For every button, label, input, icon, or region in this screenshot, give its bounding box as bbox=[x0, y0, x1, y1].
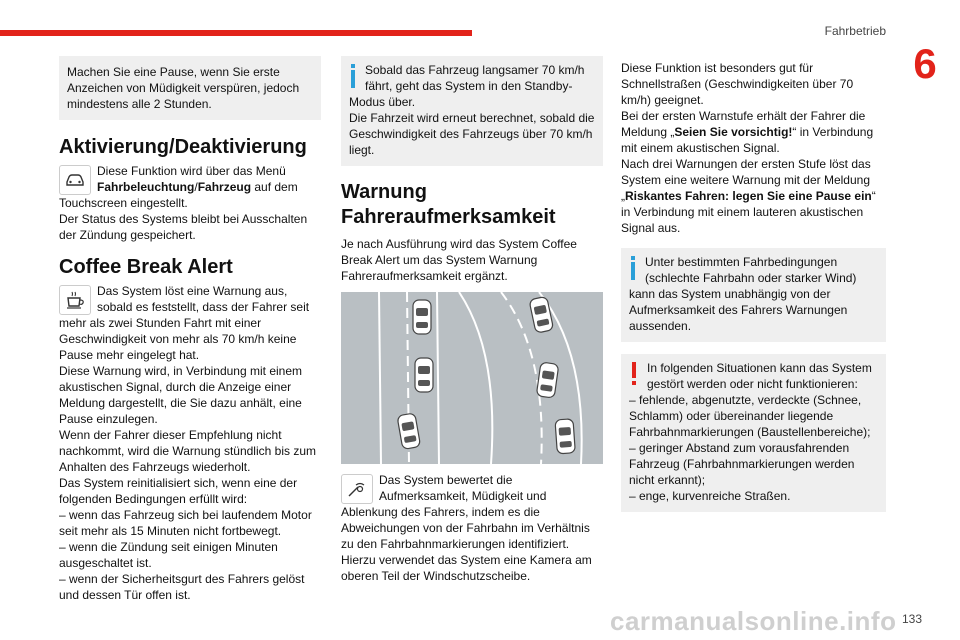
warning-box bbox=[621, 354, 886, 512]
activation-note: Der Status des Systems bleibt bei Ausschalten der Zündung gespeichert. bbox=[59, 212, 308, 242]
column-3 bbox=[621, 52, 886, 512]
coffee-block bbox=[59, 283, 321, 603]
camera-icon bbox=[341, 474, 373, 504]
coffee-text-4: Das System reinitialisiert sich, wenn eine der folgenden Bedingungen erfüllt wird: bbox=[59, 476, 298, 506]
warning-list-item: – geringer Abstand zum vorausfahrenden Fahrzeug (Fahrbahnmarkierungen werden nicht erkannt); bbox=[629, 441, 855, 487]
heading-activation: Aktivierung/Deaktivierung bbox=[59, 136, 307, 158]
info-icon bbox=[631, 256, 635, 280]
first-warning-text: Bei der ersten Warnstufe erhält der Fahrer die Meldung „Seien Sie vorsichtig!“ in Verbindung mit einem akustischen Signal. bbox=[621, 109, 874, 155]
car-settings-icon bbox=[59, 165, 91, 195]
info-text: Sobald das Fahrzeug langsamer 70 km/h fährt, geht das System in den Standby-Modus über. bbox=[349, 63, 585, 109]
car-top-view-icon bbox=[555, 419, 575, 454]
info-box-conditions bbox=[621, 248, 886, 342]
tip-text: Machen Sie eine Pause, wenn Sie erste Anzeichen von Müdigkeit verspüren, jedoch mindestens alle 2 Stunden. bbox=[67, 65, 300, 111]
info-icon bbox=[351, 64, 355, 88]
lane-illustration bbox=[341, 292, 603, 464]
coffee-list-item: – wenn die Zündung seit einigen Minuten ausgeschaltet ist. bbox=[59, 540, 278, 570]
camera-block bbox=[341, 472, 603, 584]
coffee-text: Das System löst eine Warnung aus, sobald es feststellt, dass der Fahrer seit mehr als zwei Stunden Fahrt mit einer Geschwindigkeit von mehr als 70 km/h keine Pause mehr eingelegt hat. bbox=[59, 284, 310, 362]
coffee-text-2: Diese Warnung wird, in Verbindung mit einem akustischen Signal, durch die Anzeige einer Meldung dargestellt, die Sie dazu anhält, eine Pause einzulegen. bbox=[59, 364, 303, 426]
car-top-view-icon bbox=[397, 413, 421, 450]
column-1 bbox=[59, 52, 321, 603]
watermark: carmanualsonline.info bbox=[610, 606, 897, 636]
column-2 bbox=[341, 52, 603, 584]
car-top-view-icon bbox=[415, 358, 433, 392]
camera-text-2: Hierzu verwendet das System eine Kamera am oberen Teil der Windschutzscheibe. bbox=[341, 553, 592, 583]
car-top-view-icon bbox=[536, 362, 559, 398]
activation-text: Diese Funktion wird über das Menü Fahrbeleuchtung/Fahrzeug auf dem Touchscreen eingestellt. bbox=[59, 164, 298, 210]
car-top-view-icon bbox=[413, 300, 431, 334]
warning-intro: Je nach Ausführung wird das System Coffee Break Alert um das System Warnung Fahreraufmerksamkeit ergänzt. bbox=[341, 237, 577, 283]
coffee-list-item: – wenn der Sicherheitsgurt des Fahrers gelöst und dessen Tür offen ist. bbox=[59, 572, 305, 602]
car-top-view-icon bbox=[529, 296, 554, 333]
tip-box bbox=[59, 56, 321, 120]
coffee-cup-icon bbox=[59, 285, 91, 315]
info-box-standby bbox=[341, 56, 603, 166]
coffee-list-item: – wenn das Fahrzeug sich bei laufendem Motor seit mehr als 15 Minuten nicht fortbewegt. bbox=[59, 508, 312, 538]
info-text: Unter bestimmten Fahrbedingungen (schlechte Fahrbahn oder starker Wind) kann das System unabhängig von der Aufmerksamkeit des Fahrers Warnungen aussenden. bbox=[629, 255, 857, 333]
header-accent-bar bbox=[0, 30, 472, 36]
coffee-text-3: Wenn der Fahrer dieser Empfehlung nicht nachkommt, wird die Warnung stündlich bis zum Anhalten des Fahrzeugs wiederholt. bbox=[59, 428, 316, 474]
heading-warning: Warnung Fahreraufmerksamkeit bbox=[341, 181, 556, 228]
section-title: Fahrbetrieb bbox=[824, 24, 886, 38]
page-number: 133 bbox=[901, 612, 922, 626]
function-text: Diese Funktion ist besonders gut für Schnellstraßen (Geschwindigkeiten über 70 km/h) geeignet. bbox=[621, 61, 854, 107]
warning-intro-text: In folgenden Situationen kann das System gestört werden oder nicht funktionieren: bbox=[647, 361, 872, 391]
info-text-2: Die Fahrzeit wird erneut berechnet, sobald die Geschwindigkeit des Fahrzeugs über 70 km/h liegt. bbox=[349, 111, 595, 157]
camera-text: Das System bewertet die Aufmerksamkeit, Müdigkeit und Ablenkung des Fahrers, indem es die Abweichungen von der Fahrbahn im Verhältnis zu den Fahrbahnmarkierungen identifiziert. bbox=[341, 473, 590, 551]
chapter-number: 6 bbox=[913, 40, 937, 87]
activation-block bbox=[59, 163, 321, 243]
warning-list-item: – enge, kurvenreiche Straßen. bbox=[629, 489, 791, 503]
warning-icon bbox=[631, 362, 637, 386]
warning-list-item: – fehlende, abgenutzte, verdeckte (Schnee, Schlamm) oder übereinander liegende Fahrbahnmarkierungen (Baustellenbereiche); bbox=[629, 393, 871, 439]
second-warning-text: Nach drei Warnungen der ersten Stufe löst das System eine weitere Warnung mit der Meldung „Riskantes Fahren: legen Sie eine Pause ein“ in Verbindung mit einem lauteren akustischen Signal aus. bbox=[621, 157, 876, 235]
heading-coffee-break: Coffee Break Alert bbox=[59, 256, 233, 278]
